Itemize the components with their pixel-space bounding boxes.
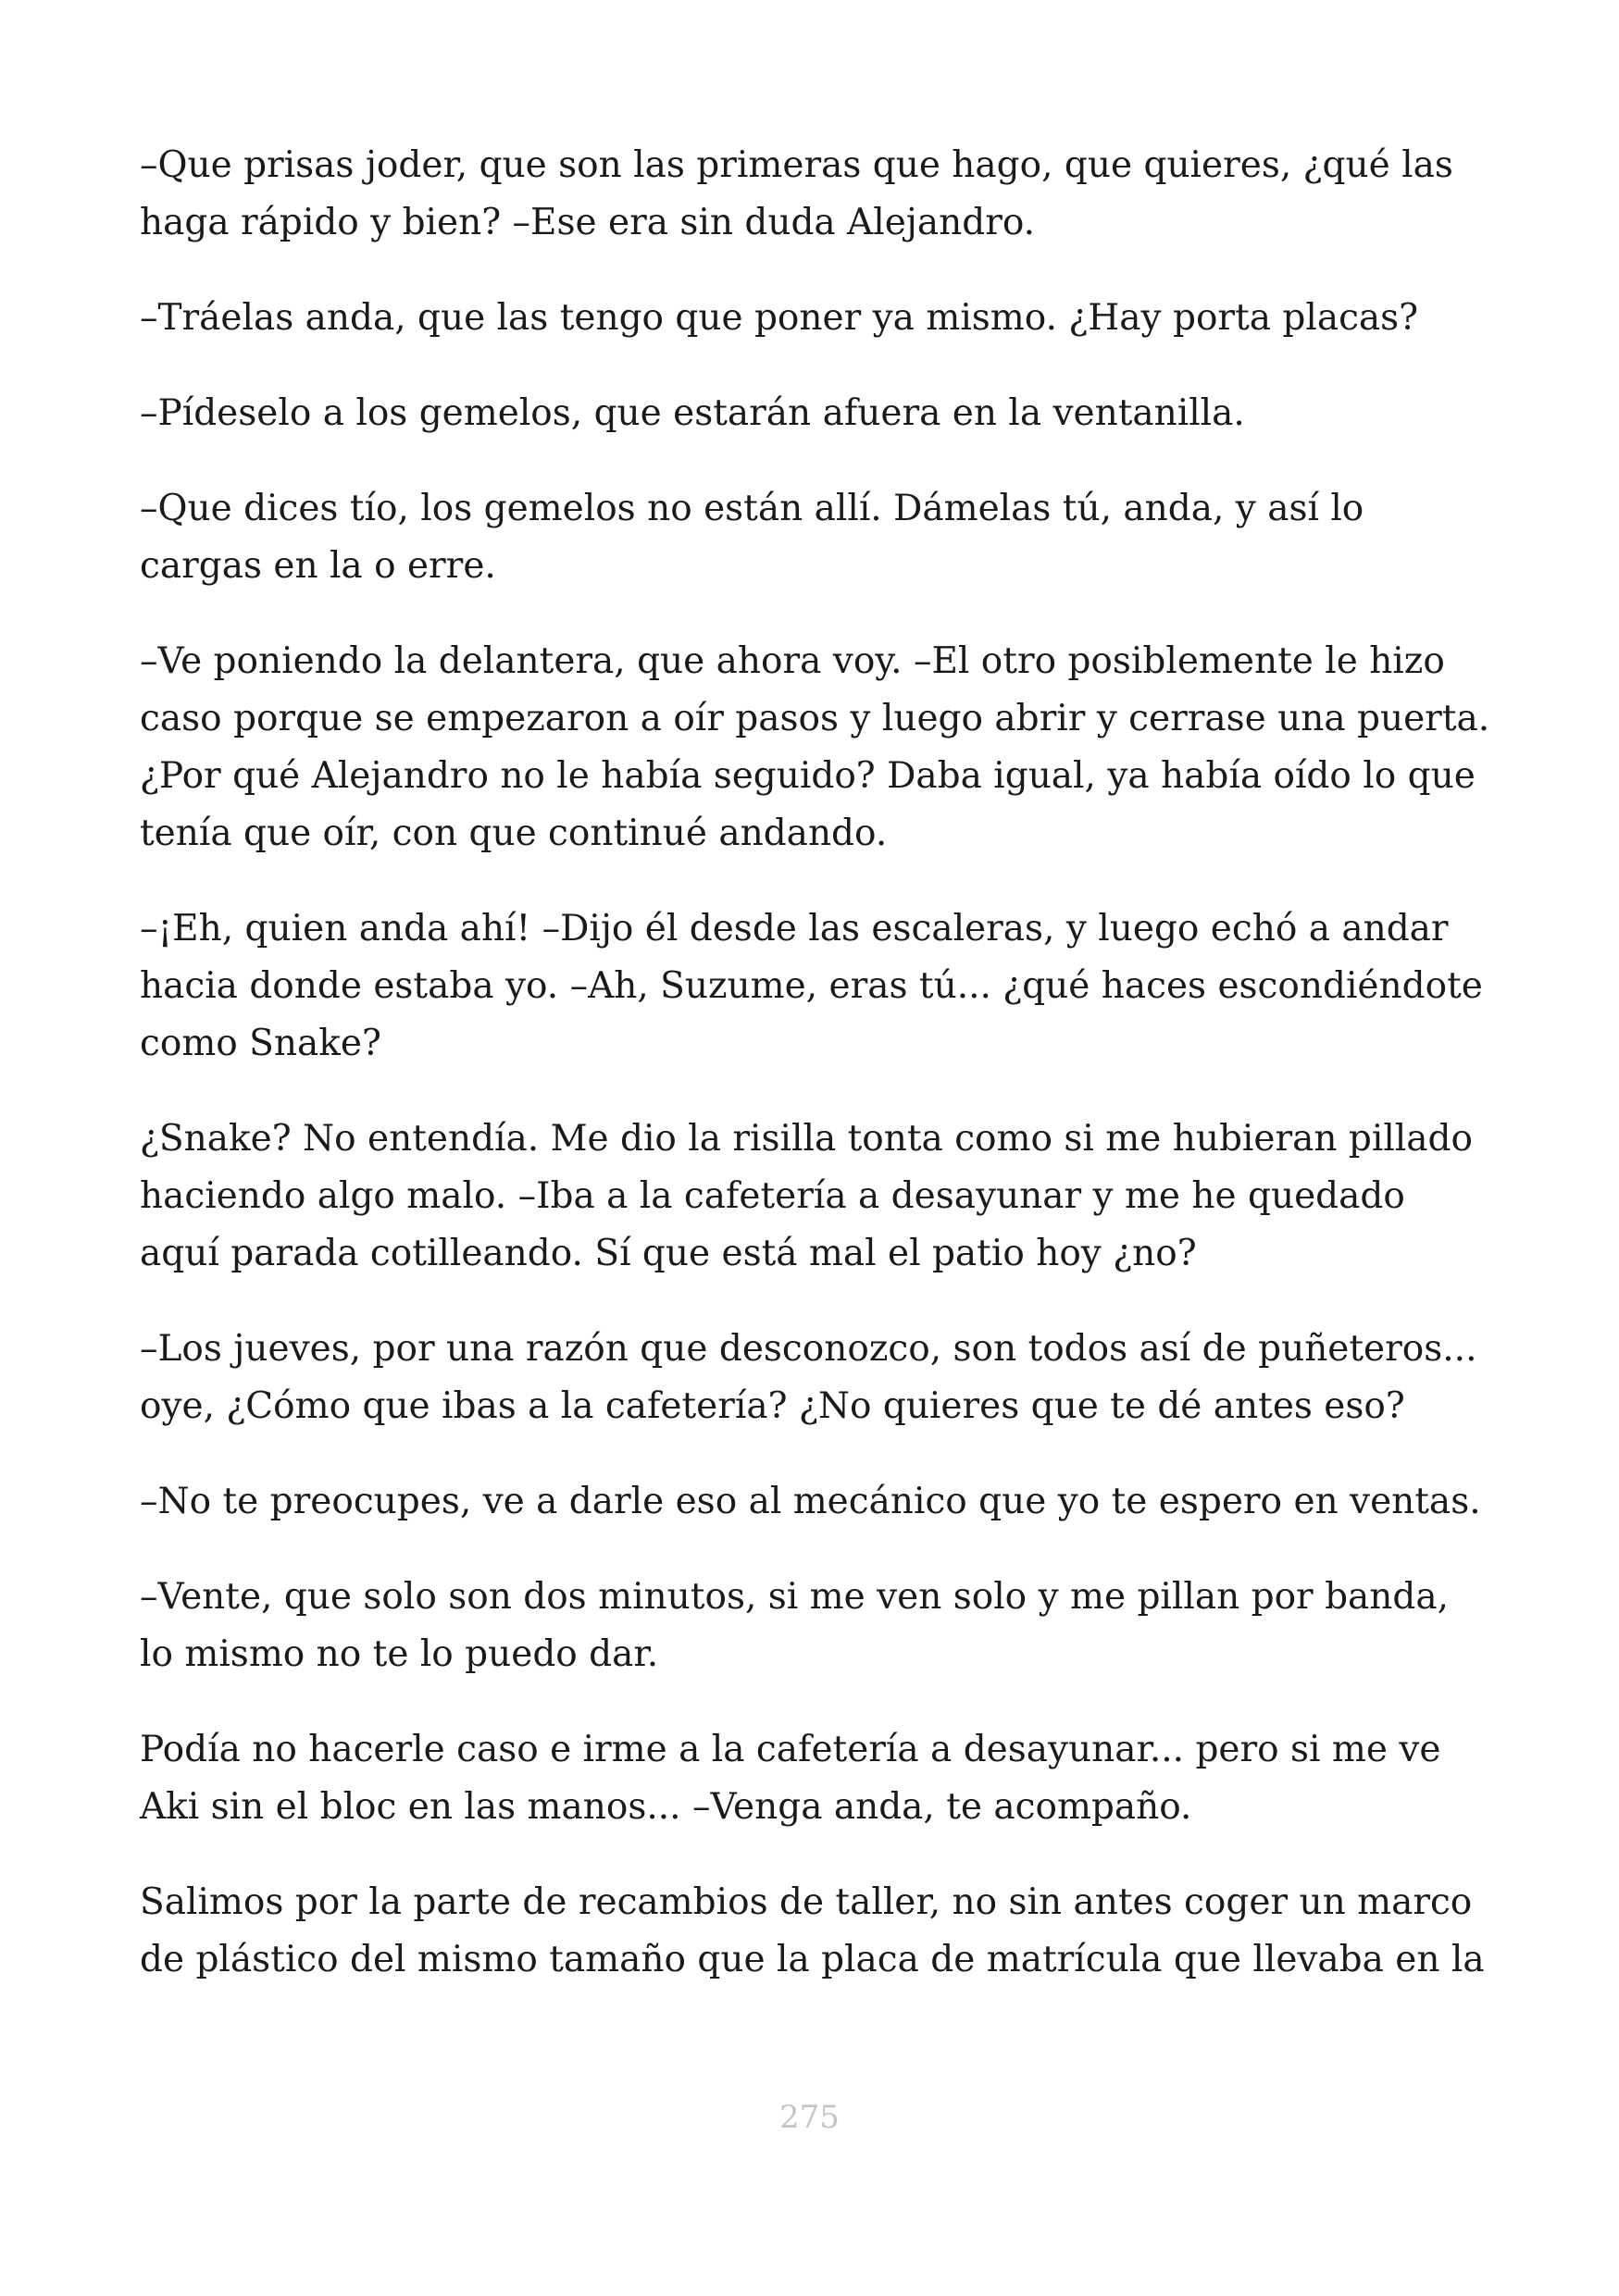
paragraph-3: –Pídeselo a los gemelos, que estarán afuera en la ventanilla.	[140, 392, 1245, 434]
paragraph-4: –Que dices tío, los gemelos no están allí. Dámelas tú, anda, y así lo cargas en la o erre.	[140, 488, 1364, 587]
paragraph-2: –Tráelas anda, que las tengo que poner ya mismo. ¿Hay porta placas?	[140, 297, 1419, 339]
paragraph-7: ¿Snake? No entendía. Me dio la risilla tonta como si me hubieran pillado haciendo algo malo. –Iba a la cafetería a desayunar y me he quedado aquí parada cotilleando. Sí que está mal el patio hoy ¿no?	[140, 1118, 1473, 1274]
paragraph-8: –Los jueves, por una razón que desconozco, son todos así de puñeteros... oye, ¿Cómo que ibas a la cafetería? ¿No quieres que te dé antes eso?	[140, 1328, 1477, 1427]
paragraph-1: –Que prisas joder, que son las primeras que hago, que quieres, ¿qué las haga rápido y bien? –Ese era sin duda Alejandro.	[140, 144, 1453, 243]
paragraph-9: –No te preocupes, ve a darle eso al mecánico que yo te espero en ventas.	[140, 1481, 1481, 1522]
paragraph-10: –Vente, que solo son dos minutos, si me ven solo y me pillan por banda, lo mismo no te lo puedo dar.	[140, 1576, 1450, 1675]
page-number: 275	[779, 2099, 840, 2136]
paragraph-5: –Ve poniendo la delantera, que ahora voy. –El otro posiblemente le hizo caso porque se empezaron a oír pasos y luego abrir y cerrase una puerta. ¿Por qué Alejandro no le había seguido? Daba igual, ya había oído lo que tenía que oír, con que continué andando.	[140, 640, 1490, 854]
body-text	[140, 137, 1491, 2027]
paragraph-6: –¡Eh, quien anda ahí! –Dijo él desde las escaleras, y luego echó a andar hacia donde estaba yo. –Ah, Suzume, eras tú... ¿qué haces escondiéndote como Snake?	[140, 908, 1483, 1064]
paragraph-11: Podía no hacerle caso e irme a la cafetería a desayunar... pero si me ve Aki sin el bloc en las manos... –Venga anda, te acompaño.	[140, 1729, 1441, 1828]
paragraph-12: Salimos por la parte de recambios de taller, no sin antes coger un marco de plástico del mismo tamaño que la placa de matrícula que llevaba en la	[140, 1881, 1485, 1980]
